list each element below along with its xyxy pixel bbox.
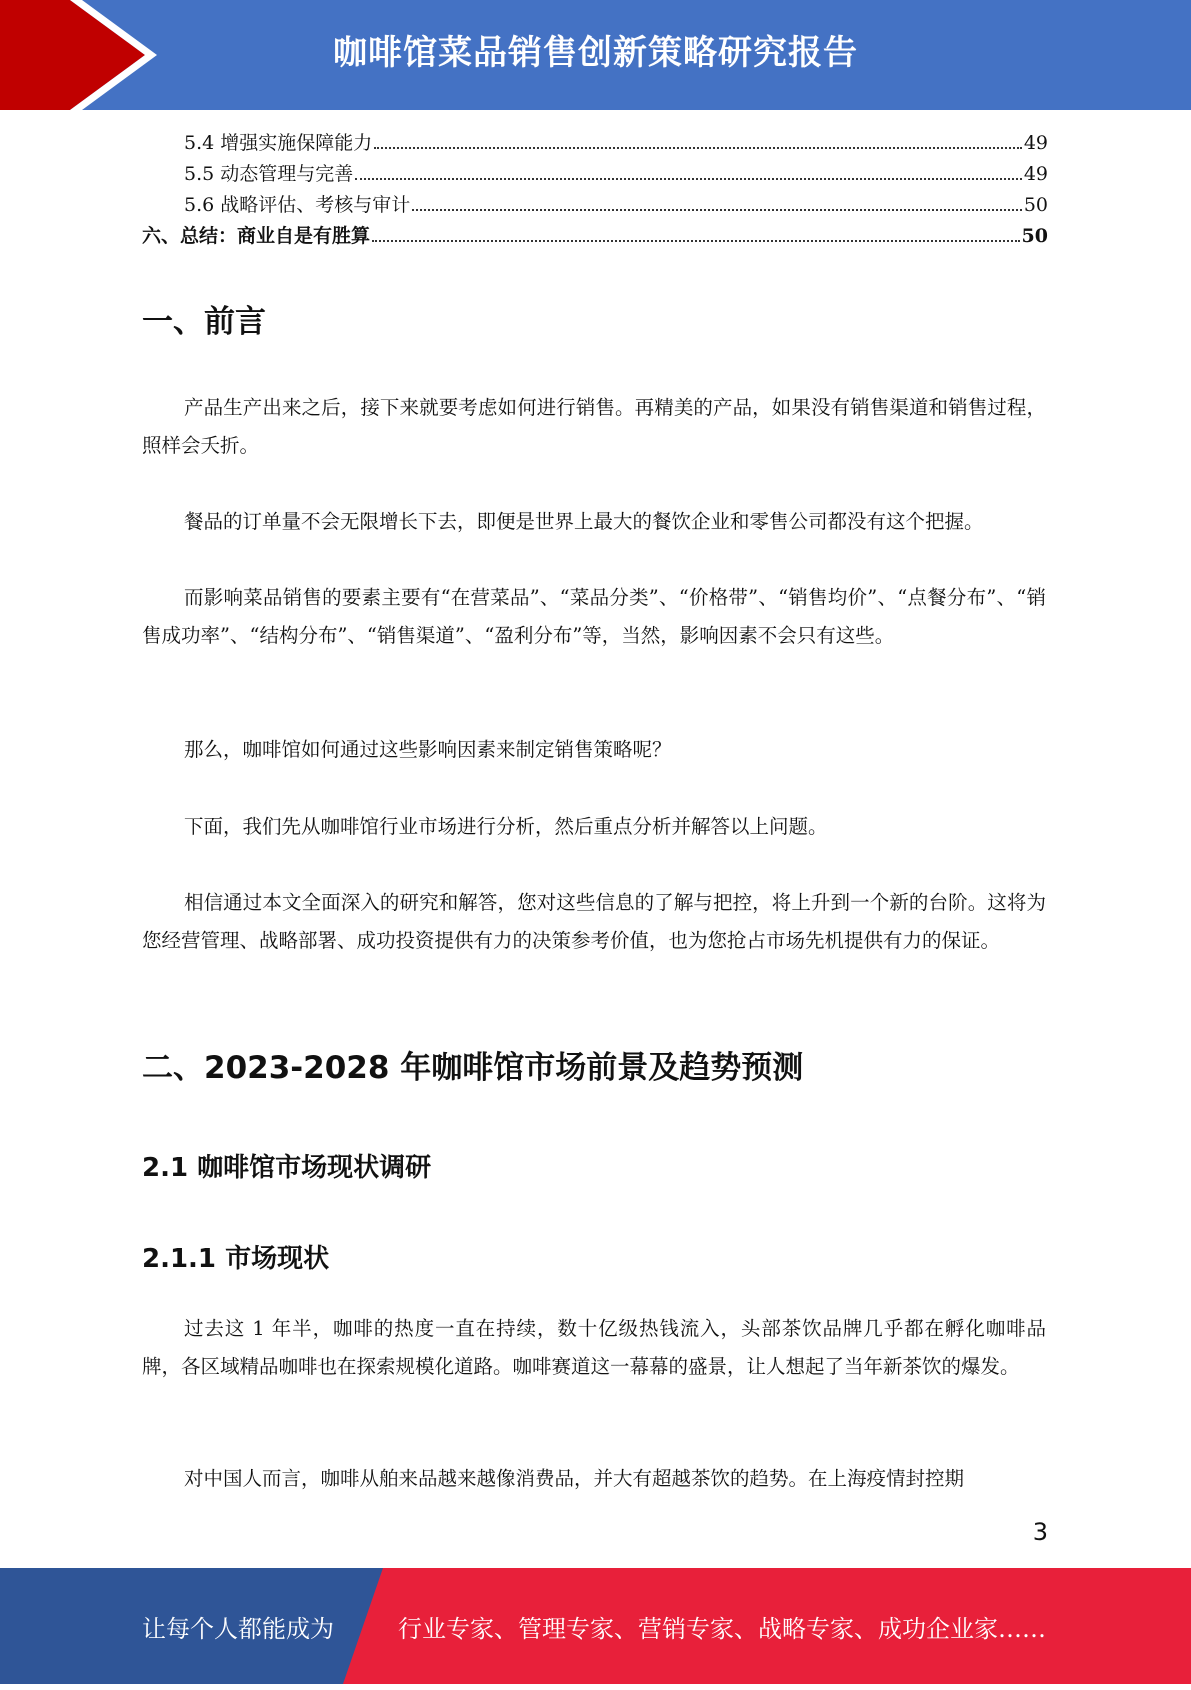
footer-slogan-right: 行业专家、管理专家、营销专家、战略专家、成功企业家…… xyxy=(398,1615,1046,1643)
table-of-contents xyxy=(142,128,1048,252)
toc-entry-5-4[interactable] xyxy=(142,128,1048,159)
toc-entry-page: 50 xyxy=(1023,194,1048,216)
toc-entry-page: 49 xyxy=(1023,163,1048,185)
toc-leader-dots xyxy=(374,147,1022,149)
toc-entry-page: 50 xyxy=(1021,225,1048,247)
toc-leader-dots xyxy=(372,240,1020,242)
toc-entry-title: 六、总结：商业自是有胜算 xyxy=(142,225,371,247)
toc-leader-dots xyxy=(355,178,1022,180)
toc-entry-page: 49 xyxy=(1023,132,1048,154)
heading-section-2-1: 2.1 咖啡馆市场现状调研 xyxy=(142,1153,432,1183)
heading-preface: 一、前言 xyxy=(142,304,266,340)
paragraph: 餐品的订单量不会无限增长下去，即便是世界上最大的餐饮企业和零售公司都没有这个把握。 xyxy=(184,510,984,533)
toc-entry-chapter-6[interactable] xyxy=(142,221,1048,252)
toc-entry-title: 5.5 动态管理与完善 xyxy=(184,163,354,185)
toc-leader-dots xyxy=(412,209,1022,211)
header-banner xyxy=(0,0,1191,110)
paragraph: 对中国人而言，咖啡从舶来品越来越像消费品，并大有超越茶饮的趋势。在上海疫情封控期 xyxy=(184,1467,965,1490)
heading-section-2-1-1: 2.1.1 市场现状 xyxy=(142,1244,330,1274)
report-title: 咖啡馆菜品销售创新策略研究报告 xyxy=(333,33,858,73)
page-number: 3 xyxy=(1032,1518,1048,1546)
paragraph: 产品生产出来之后，接下来就要考虑如何进行销售。再精美的产品，如果没有销售渠道和销售过程，照样会夭折。 xyxy=(142,396,1046,457)
toc-entry-5-6[interactable] xyxy=(142,190,1048,221)
paragraph: 下面，我们先从咖啡馆行业市场进行分析，然后重点分析并解答以上问题。 xyxy=(184,815,828,838)
paragraph: 相信通过本文全面深入的研究和解答，您对这些信息的了解与把控，将上升到一个新的台阶。这将为您经营管理、战略部署、成功投资提供有力的决策参考价值，也为您抢占市场先机提供有力的保证。 xyxy=(142,891,1046,952)
heading-chapter-2: 二、2023-2028 年咖啡馆市场前景及趋势预测 xyxy=(142,1050,804,1086)
footer-banner xyxy=(0,1568,1191,1684)
toc-entry-title: 5.4 增强实施保障能力 xyxy=(184,132,373,154)
toc-entry-5-5[interactable] xyxy=(142,159,1048,190)
toc-entry-title: 5.6 战略评估、考核与审计 xyxy=(184,194,411,216)
paragraph: 那么，咖啡馆如何通过这些影响因素来制定销售策略呢？ xyxy=(184,738,672,761)
paragraph: 过去这 1 年半，咖啡的热度一直在持续，数十亿级热钱流入，头部茶饮品牌几乎都在孵化咖啡品牌，各区域精品咖啡也在探索规模化道路。咖啡赛道这一幕幕的盛景，让人想起了当年新茶饮的爆发。 xyxy=(142,1317,1046,1378)
paragraph: 而影响菜品销售的要素主要有“在营菜品”、“菜品分类”、“价格带”、“销售均价”、“点餐分布”、“销售成功率”、“结构分布”、“销售渠道”、“盈利分布”等，当然，影响因素不会只有这些。 xyxy=(142,586,1046,647)
footer-slogan-left: 让每个人都能成为 xyxy=(142,1615,334,1643)
